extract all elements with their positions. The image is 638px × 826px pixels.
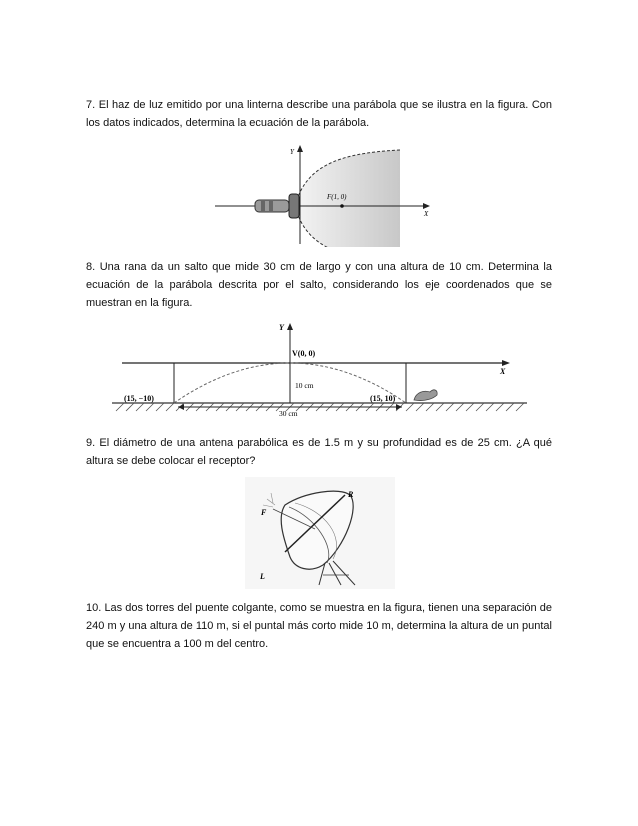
problem-8-number: 8. [86, 261, 96, 273]
problem-9-number: 9. [86, 437, 96, 449]
x-axis-label: X [424, 210, 429, 218]
focus-point [340, 204, 344, 208]
y-axis-label: Y [290, 148, 294, 156]
problem-8-text [86, 258, 552, 312]
problem-9-statement: El diámetro de una antena parabólica es de 1.5 m y su profundidad es de 25 cm. ¿A qué altura se debe colocar el receptor? [86, 437, 552, 467]
light-beam [295, 150, 400, 247]
height-label: 10 cm [295, 381, 314, 390]
focus-label: F [261, 508, 267, 517]
antenna-figure [245, 477, 395, 589]
right-point-label: (15, 10) [370, 394, 396, 403]
problem-7-text [86, 96, 552, 132]
x-axis-label: X [500, 367, 506, 376]
base-label: L [260, 572, 265, 581]
problem-8-statement: Una rana da un salto que mide 30 cm de largo y con una altura de 10 cm. Determina la ecuación de la parábola descrita por el salto, considerando los eje coordenados que se muestran en la figura. [86, 261, 552, 309]
flashlight-head [289, 194, 299, 218]
problem-9-text [86, 434, 552, 470]
frog-jump-figure [112, 318, 527, 423]
y-axis-label: Y [279, 323, 284, 332]
problem-7-statement: El haz de luz emitido por una linterna describe una parábola que se ilustra en la figura. Con los datos indicados, determina la ecuación de la parábola. [86, 99, 552, 129]
vertex-label: V(0, 0) [292, 349, 316, 358]
frog [414, 390, 437, 401]
focus-label: F(1, 0) [327, 193, 347, 201]
problem-7-number: 7. [86, 99, 96, 111]
problem-10-statement: Las dos torres del puente colgante, como se muestra en la figura, tienen una separación de 240 m y una altura de 110 m, si el puntal más corto mide 10 m, determina la altura de un puntal que se encuentra a 100 m del centro. [86, 602, 552, 650]
flashlight-parabola-figure [205, 142, 440, 247]
length-label: 30 cm [279, 409, 298, 418]
left-point-label: (15, −10) [124, 394, 154, 403]
problem-10-number: 10. [86, 602, 102, 614]
rim-label: R [348, 490, 354, 499]
problem-10-text [86, 599, 552, 653]
